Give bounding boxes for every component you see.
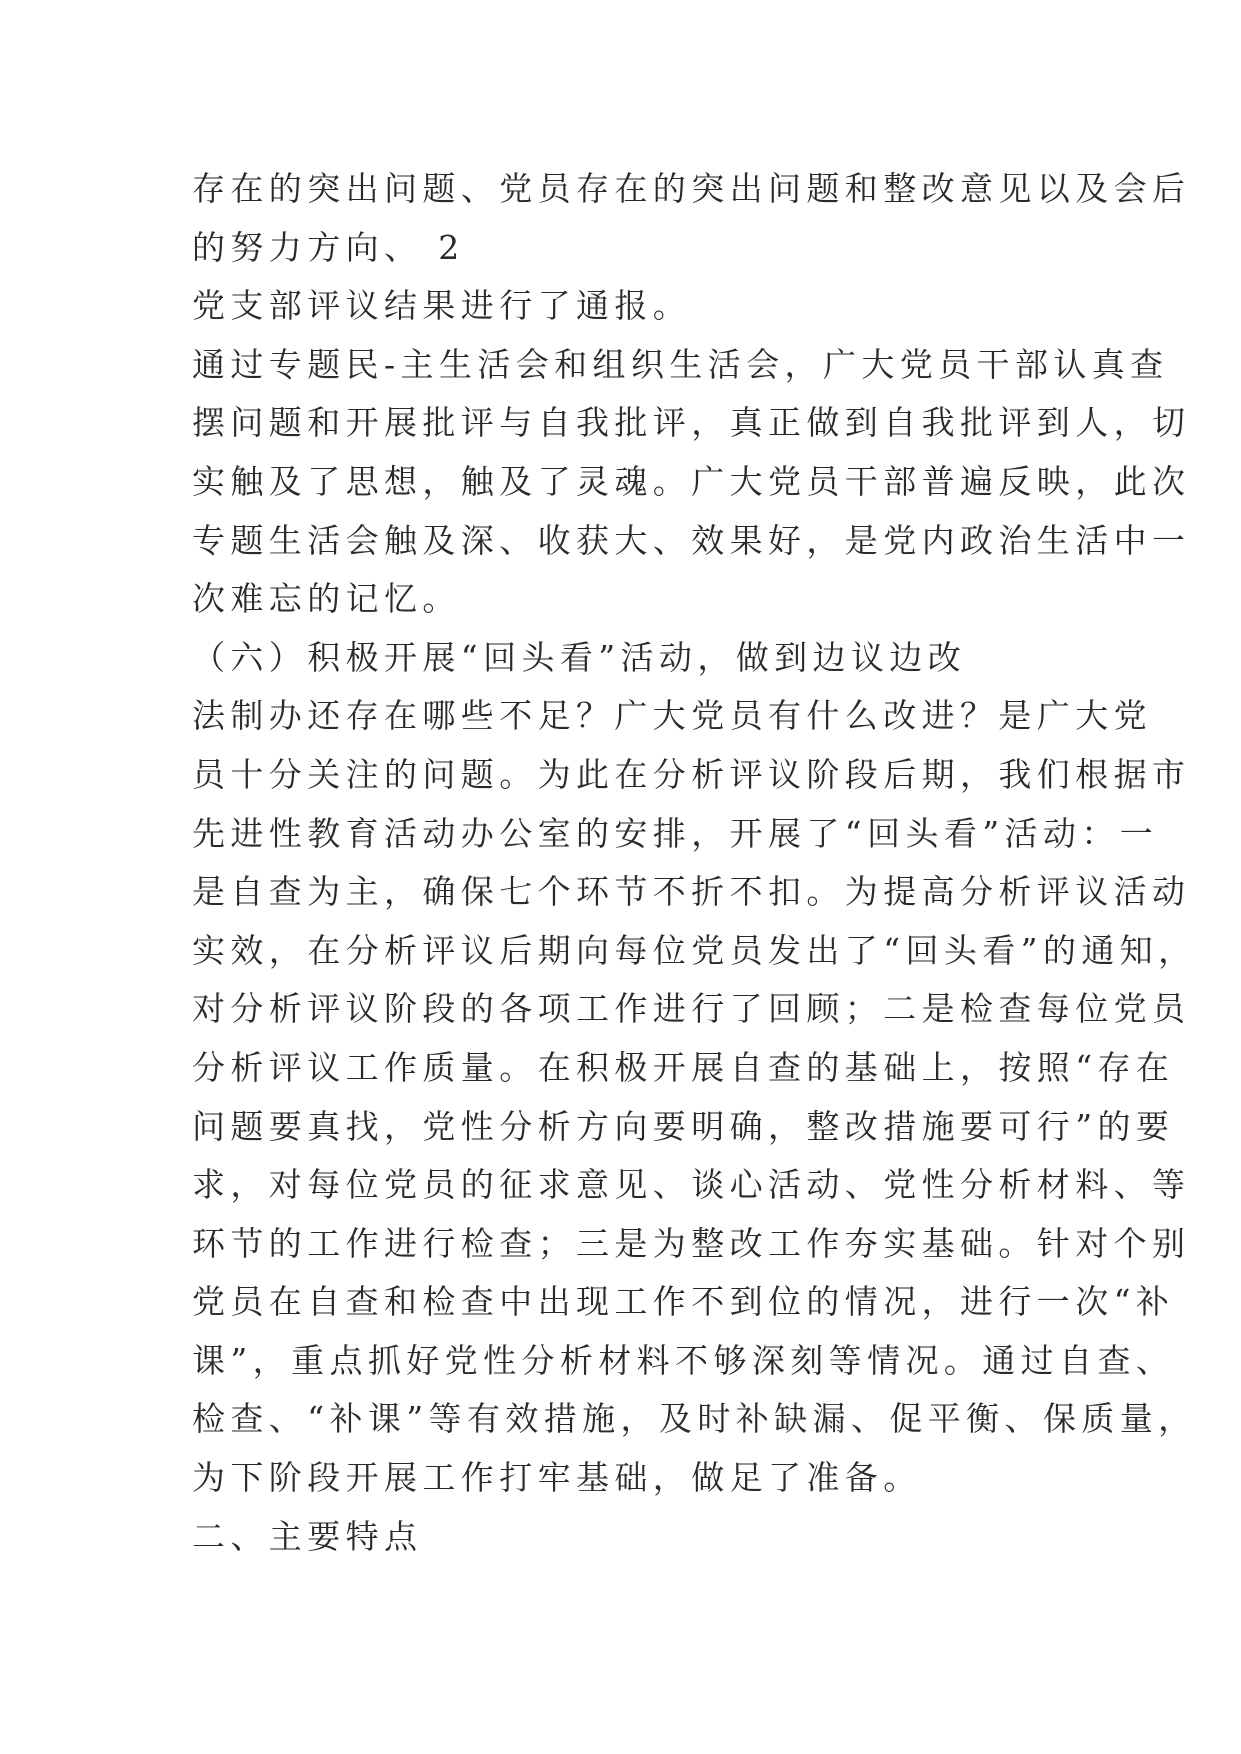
section-heading-6: （六）积极开展“回头看”活动，做到边议边改 [192,637,967,677]
text-line-21: 课”，重点抓好党性分析材料不够深刻等情况。通过自查、 [192,1340,1175,1380]
text-line-5: 摆问题和开展批评与自我批评，真正做到自我批评到人，切 [192,403,1191,443]
text-line-12: 先进性教育活动办公室的安排，开展了“回头看”活动：一 [192,813,1159,853]
body-text [192,160,1197,1566]
text-line-3: 党支部评议结果进行了通报。 [192,286,692,326]
text-line-19: 环节的工作进行检查；三是为整改工作夯实基础。针对个别 [192,1223,1191,1263]
text-line-4: 通过专题民-主生活会和组织生活会，广大党员干部认真查 [192,344,1169,384]
text-line-23: 为下阶段开展工作打牢基础，做足了准备。 [192,1458,922,1498]
text-line-14: 实效，在分析评议后期向每位党员发出了“回头看”的通知， [192,930,1197,970]
text-line-18: 求，对每位党员的征求意见、谈心活动、党性分析材料、等 [192,1165,1191,1205]
text-line-17: 问题要真找，党性分析方向要明确，整改措施要可行”的要 [192,1106,1175,1146]
text-line-10: 法制办还存在哪些不足？广大党员有什么改进？是广大党 [192,696,1152,736]
text-line-15: 对分析评议阶段的各项工作进行了回顾；二是检查每位党员 [192,989,1191,1029]
text-line-6: 实触及了思想，触及了灵魂。广大党员干部普遍反映，此次 [192,461,1191,501]
text-line-2: 的努力方向、 2 [192,227,465,267]
text-line-13: 是自查为主，确保七个环节不折不扣。为提高分析评议活动 [192,872,1191,912]
text-line-1: 存在的突出问题、党员存在的突出问题和整改意见以及会后 [192,169,1191,208]
text-line-20: 党员在自查和检查中出现工作不到位的情况，进行一次“补 [192,1282,1175,1322]
text-line-7: 专题生活会触及深、收获大、效果好，是党内政治生活中一 [192,520,1191,560]
text-line-8: 次难忘的记忆。 [192,579,461,619]
text-line-11: 员十分关注的问题。为此在分析评议阶段后期，我们根据市 [192,754,1191,794]
text-line-22: 检查、“补课”等有效措施，及时补缺漏、促平衡、保质量， [192,1399,1197,1439]
section-heading-2: 二、主要特点 [192,1516,423,1556]
text-line-16: 分析评议工作质量。在积极开展自查的基础上，按照“存在 [192,1047,1175,1087]
